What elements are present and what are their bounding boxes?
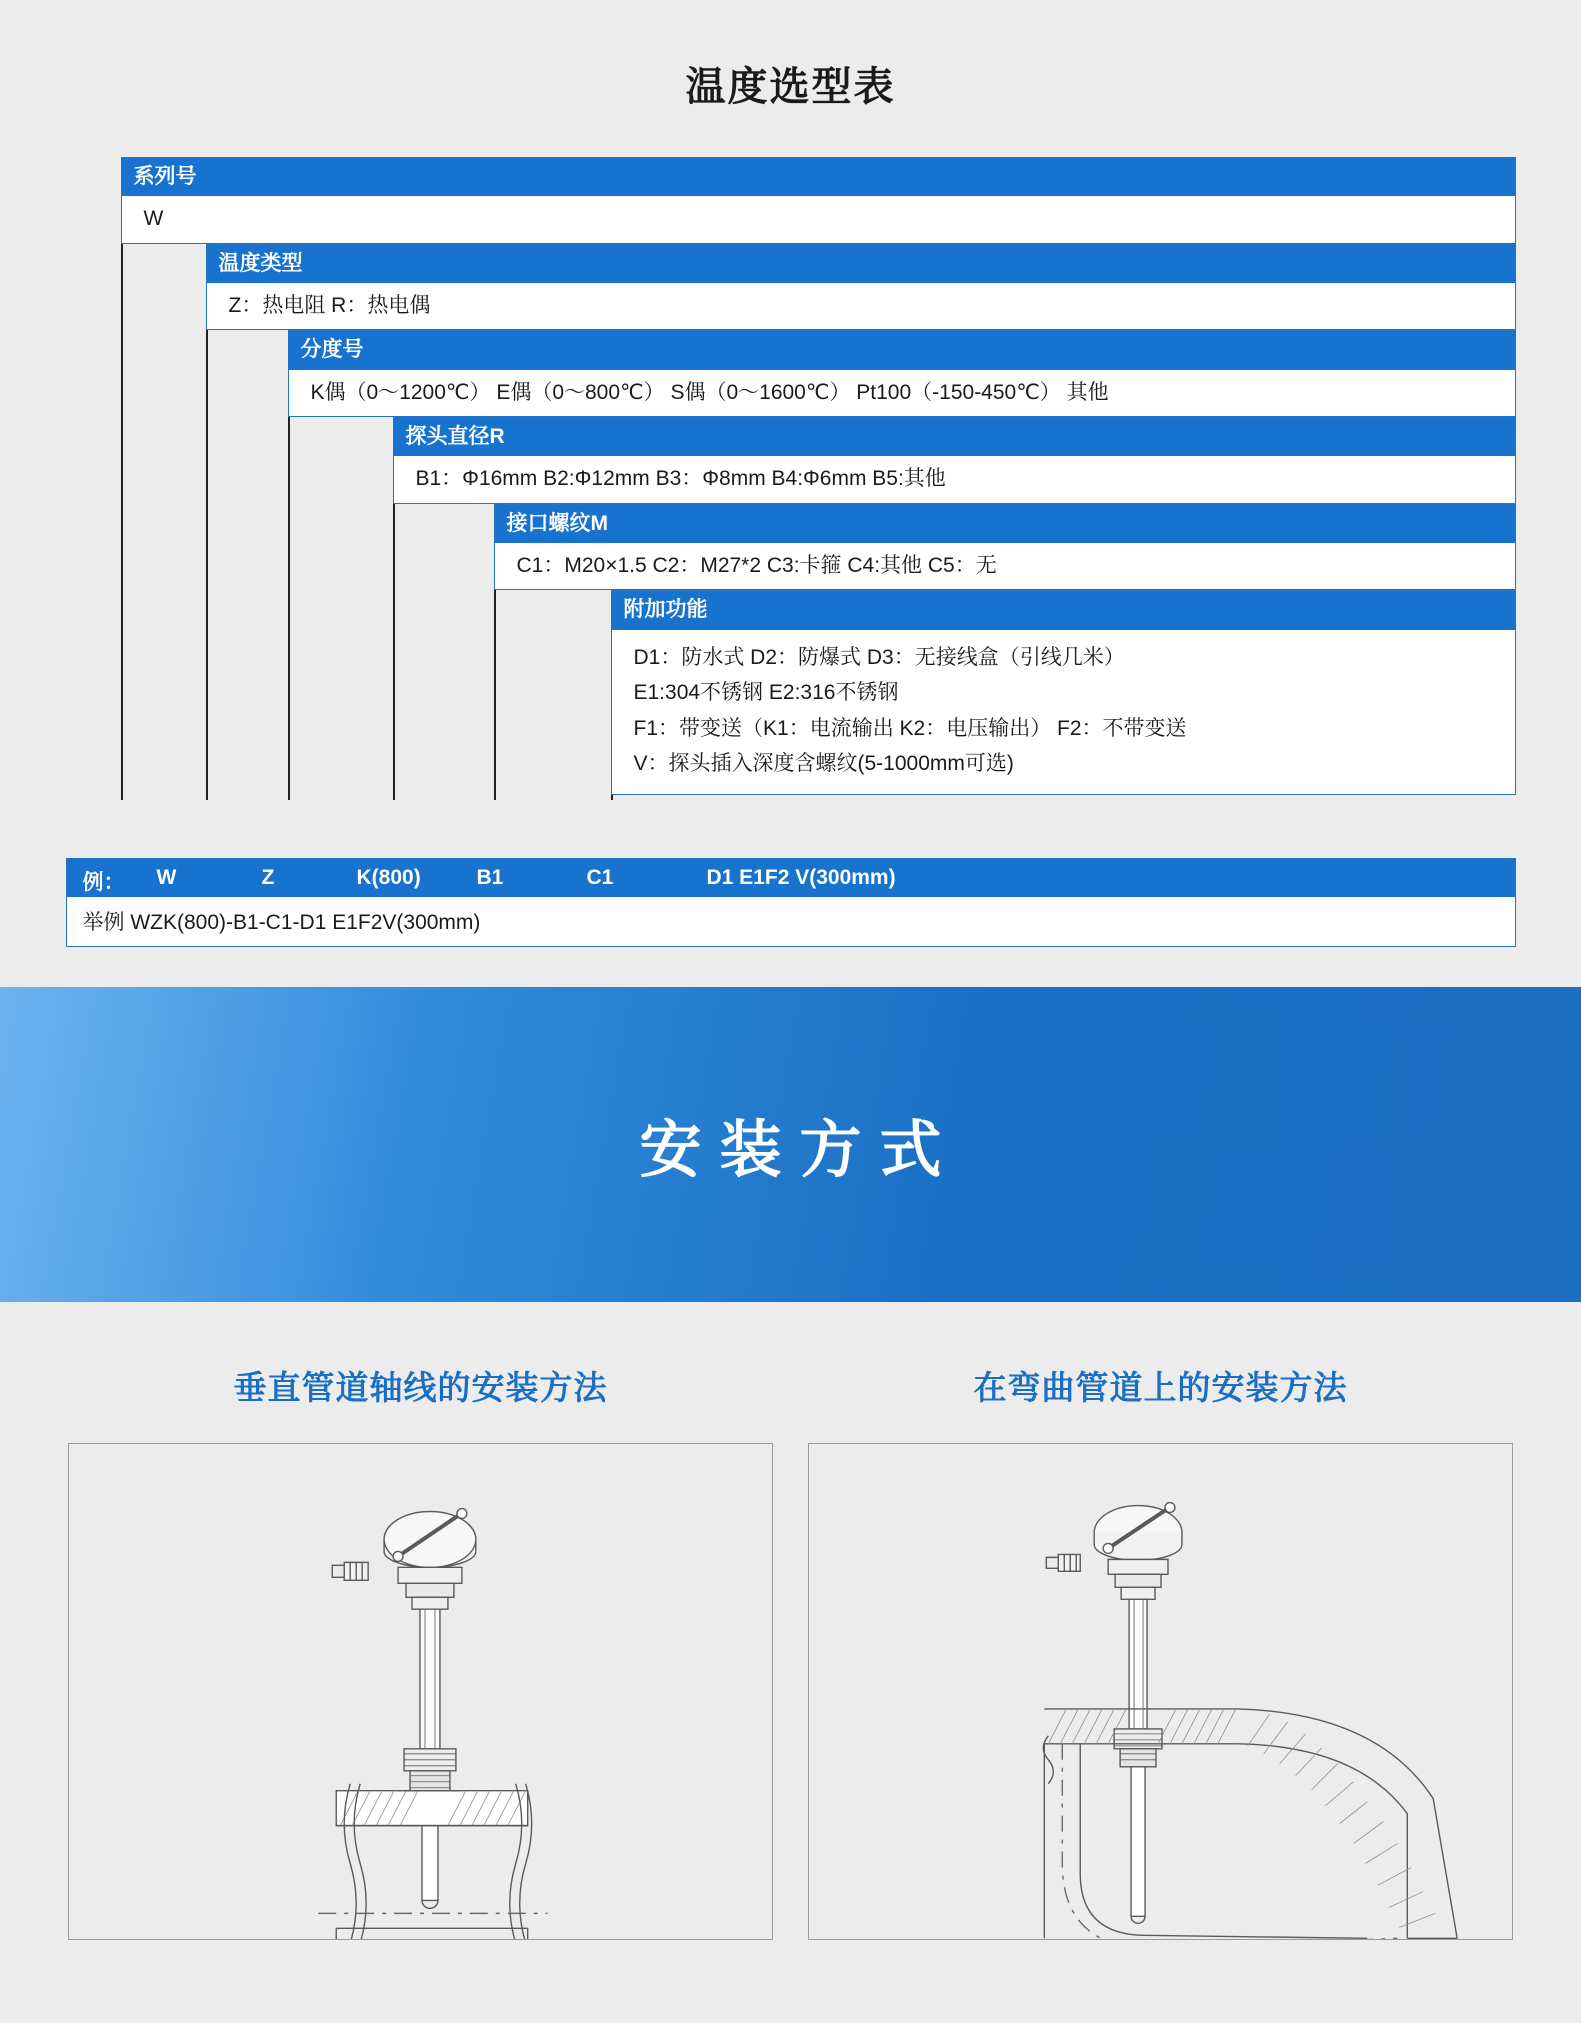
- page-title: 温度选型表: [685, 65, 896, 109]
- example-block: [66, 858, 1516, 947]
- install-banner-title: 安装方式: [639, 1115, 960, 1185]
- code-row-type-body: Z：热电阻 R：热电偶: [207, 283, 1515, 330]
- code-row-graduation: [288, 330, 1516, 417]
- install-method-vertical: [68, 1342, 773, 1940]
- extra-function-line-e: E1:304不锈钢 E2:316不锈钢: [633, 681, 899, 705]
- code-row-graduation-head: 分度号: [289, 331, 1515, 369]
- example-code-4: B1: [476, 865, 504, 889]
- connector-line-1: [121, 215, 123, 800]
- code-row-thread-head: 接口螺纹M: [495, 505, 1515, 543]
- extra-function-line-d: D1：防水式 D2：防爆式 D3：无接线盒（引线几米）: [633, 645, 1125, 669]
- thermocouple-elbow-pipe-diagram: [809, 1444, 1512, 1939]
- example-code-6: D1 E1F2 V(300mm): [706, 865, 896, 889]
- install-banner: [0, 987, 1581, 1302]
- code-row-probe-diameter-head: 探头直径R: [394, 418, 1515, 456]
- extra-function-line-f: F1：带变送（K1：电流输出 K2：电压输出） F2：不带变送: [633, 716, 1187, 740]
- thermocouple-vertical-pipe-diagram: [69, 1444, 772, 1939]
- code-row-thread-body: C1：M20×1.5 C2：M27*2 C3:卡箍 C4:其他 C5：无: [495, 543, 1515, 590]
- install-method-elbow-title: 在弯曲管道上的安装方法: [973, 1368, 1348, 1406]
- example-code-row: [67, 859, 1515, 897]
- code-row-extra-functions-head: 附加功能: [612, 591, 1515, 629]
- example-full-code: 举例 WZK(800)-B1-C1-D1 E1F2V(300mm): [67, 897, 1515, 946]
- install-method-vertical-title: 垂直管道轴线的安装方法: [233, 1368, 608, 1406]
- code-row-series-body: W: [122, 196, 1515, 243]
- example-code-1: W: [156, 865, 177, 889]
- install-methods-section: [0, 1302, 1581, 1980]
- selection-table-section: [0, 0, 1581, 987]
- code-row-extra-functions-body: [612, 630, 1515, 794]
- extra-function-line-v: V：探头插入深度含螺纹(5-1000mm可选): [633, 752, 1014, 776]
- install-method-elbow: [808, 1342, 1513, 1940]
- example-label: 例：: [82, 870, 125, 894]
- model-code-diagram: [66, 157, 1516, 858]
- install-method-vertical-figure: [68, 1443, 773, 1940]
- code-row-thread: [494, 504, 1516, 591]
- example-code-2: Z: [261, 865, 275, 889]
- code-row-probe-diameter: [393, 417, 1516, 504]
- code-row-extra-functions: [611, 590, 1516, 794]
- code-row-graduation-body: K偶（0～1200℃） E偶（0～800℃） S偶（0～1600℃） Pt100（-150-450℃） 其他: [289, 370, 1515, 417]
- code-row-series-head: 系列号: [122, 158, 1515, 196]
- example-code-5: C1: [586, 865, 614, 889]
- code-row-probe-diameter-body: B1：Φ16mm B2:Φ12mm B3：Φ8mm B4:Φ6mm B5:其他: [394, 456, 1515, 503]
- connector-line-2: [206, 279, 208, 800]
- code-row-type-head: 温度类型: [207, 245, 1515, 283]
- code-row-series: [121, 157, 1516, 244]
- install-method-elbow-figure: [808, 1443, 1513, 1940]
- code-row-type: [206, 244, 1516, 331]
- example-code-3: K(800): [356, 865, 421, 889]
